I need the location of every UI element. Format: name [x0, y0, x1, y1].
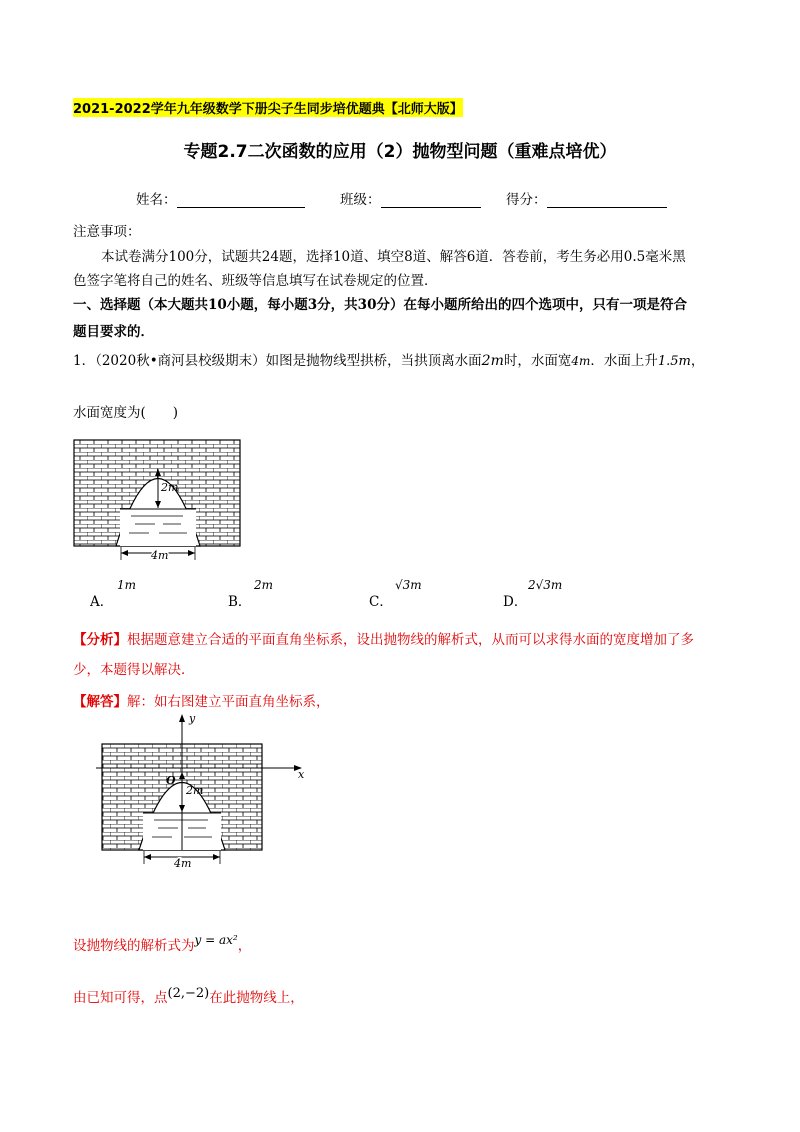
- origin-label: O: [166, 774, 176, 787]
- figure-height-label: 2m: [161, 481, 179, 494]
- notice-line-1: 本试卷满分100分，试题共24题，选择10道、填空8道、解答6道．答卷前，考生务必用0.5毫米黑: [101, 249, 686, 265]
- section-heading-line-1: 一、选择题（本大题共10小题，每小题3分，共30分）在每小题所给出的四个选项中，只有一项是符合: [73, 297, 687, 313]
- class-label: 班级：: [340, 192, 381, 208]
- option-a-value: 1m: [117, 578, 137, 592]
- option-c-value: √3m: [395, 578, 422, 592]
- section-heading-line-2: 题目要求的．: [73, 324, 154, 340]
- solution-tag: 【解答】: [73, 694, 127, 710]
- question-1-line-2: [73, 401, 178, 421]
- step1-text-a: 设抛物线的解析式为: [73, 938, 195, 954]
- score-label: 得分：: [506, 192, 547, 208]
- name-label: 姓名：: [136, 192, 177, 208]
- answer-paren: ( ): [140, 405, 179, 421]
- step1-text-b: ，: [237, 938, 252, 954]
- option-b-value: 2m: [254, 578, 274, 592]
- page-title: 专题2.7二次函数的应用（2）抛物型问题（重难点培优）: [183, 142, 617, 162]
- analysis-line-2: 少，本题得以解决．: [73, 662, 195, 678]
- question-number: 1．: [73, 353, 96, 369]
- question-text-d: ，: [690, 353, 705, 369]
- y-axis-label: y: [189, 712, 196, 725]
- value-height: 2m: [481, 353, 504, 369]
- question-source: （2020秋•商河县校级期末）: [95, 353, 266, 369]
- step2-text-b: 在此抛物线上，: [209, 990, 304, 1006]
- solution-intro: 解：如右图建立平面直角坐标系，: [127, 694, 330, 710]
- solution-step-2: [73, 986, 304, 1006]
- name-blank: [177, 207, 305, 208]
- question-text-c: ．水面上升: [590, 353, 658, 369]
- arch-bridge-figure: [73, 436, 243, 566]
- step1-formula: y = ax²: [194, 933, 238, 947]
- analysis-line-1: [73, 628, 694, 648]
- option-c-letter[interactable]: C．: [369, 594, 393, 610]
- option-d-value: 2√3m: [528, 578, 563, 592]
- step2-text-a: 由已知可得，点: [73, 990, 168, 1006]
- question-1-line-1: [73, 349, 704, 369]
- step2-point: (2,−2): [167, 986, 210, 1001]
- value-rise: 1.5m: [657, 354, 691, 369]
- score-blank: [547, 207, 667, 208]
- option-b-letter[interactable]: B．: [228, 594, 252, 610]
- question-text-b: 时，水面宽: [503, 353, 572, 369]
- figure2-width-label: 4m: [174, 857, 192, 870]
- score-field: [506, 188, 667, 208]
- name-field: [136, 188, 305, 208]
- analysis-tag: 【分析】: [73, 632, 127, 648]
- value-width: 4m: [571, 354, 591, 368]
- notice-line-2: 色签字笔将自己的姓名、班级等信息填写在试卷规定的位置．: [73, 273, 438, 289]
- x-axis-label: x: [298, 768, 305, 781]
- analysis-text-1: 根据题意建立合适的平面直角坐标系，设出抛物线的解析式，从而可以求得水面的宽度增加了多: [127, 632, 694, 648]
- question-text-a: 如图是抛物线型拱桥，当拱顶离水面: [265, 353, 482, 369]
- figure2-height-label: 2m: [186, 784, 204, 797]
- solution-line-1: [73, 690, 330, 710]
- series-banner: 2021-2022学年九年级数学下册尖子生同步培优题典【北师大版】: [73, 98, 463, 117]
- figure-width-label: 4m: [151, 549, 169, 562]
- class-field: [340, 188, 481, 208]
- class-blank: [381, 207, 481, 208]
- option-a-letter[interactable]: A．: [90, 594, 114, 610]
- solution-step-1: [73, 934, 251, 954]
- option-d-letter[interactable]: D．: [503, 594, 528, 610]
- question-line-2: 水面宽度为: [73, 405, 141, 421]
- coordinate-figure: [96, 712, 312, 872]
- notice-heading: 注意事项：: [73, 224, 141, 240]
